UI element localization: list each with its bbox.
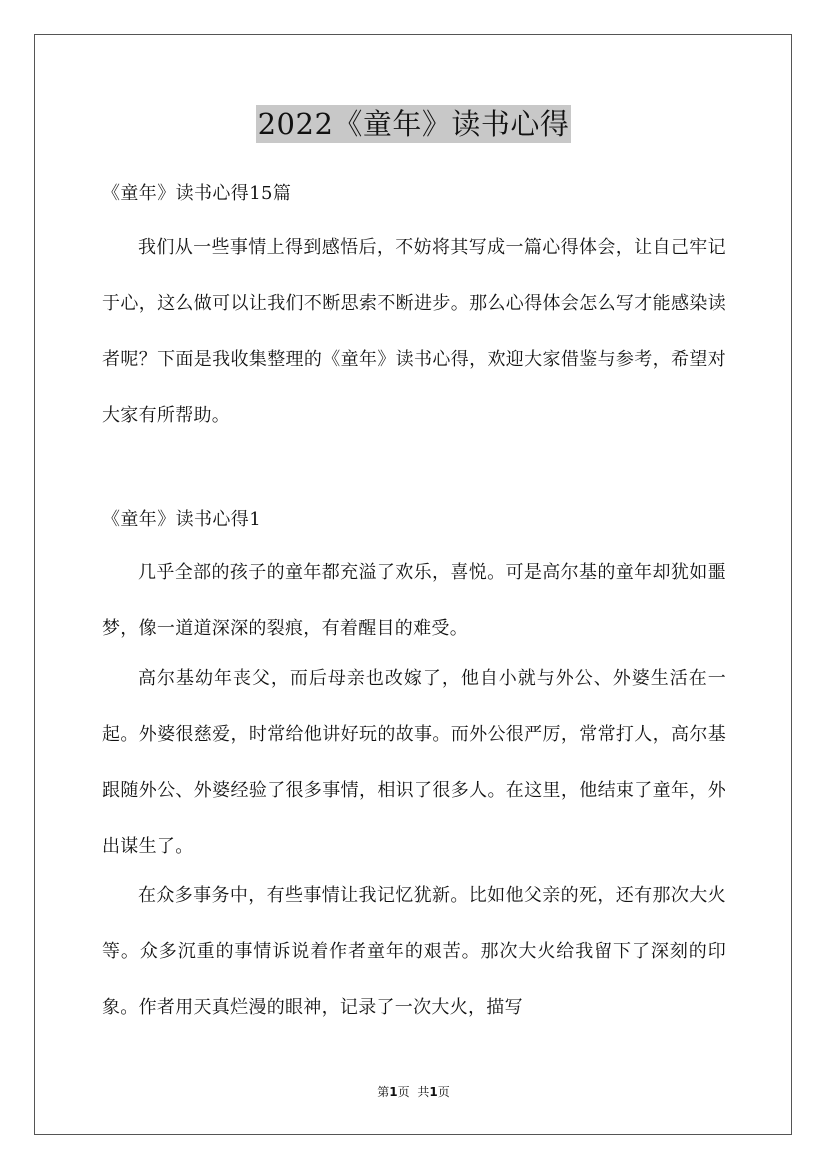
page-number-suffix: 页 [397, 1085, 410, 1099]
page-number-current: 1 [389, 1085, 398, 1099]
page-footer [0, 1084, 827, 1100]
body-paragraph-3: 在众多事务中，有些事情让我记忆犹新。比如他父亲的死，还有那次大火等。众多沉重的事情诉说着作者童年的艰苦。那次大火给我留下了深刻的印象。作者用天真烂漫的眼神，记录了一次大火，描写 [102, 885, 726, 1018]
total-pages-count: 1 [429, 1085, 438, 1099]
document-title-wrapper [0, 104, 827, 143]
page-number-prefix: 第 [377, 1085, 390, 1099]
intro-paragraph: 我们从一些事情上得到感悟后，不妨将其写成一篇心得体会，让自己牢记于心，这么做可以让我们不断思索不断进步。那么心得体会怎么写才能感染读者呢？下面是我收集整理的《童年》读书心得，欢迎大家借鉴与参考，希望对大家有所帮助。 [102, 237, 726, 426]
total-pages-suffix: 页 [437, 1085, 450, 1099]
section-heading: 《童年》读书心得1 [102, 509, 262, 530]
total-pages-prefix: 共 [417, 1085, 430, 1099]
document-subtitle: 《童年》读书心得15篇 [102, 183, 292, 204]
document-title: 2022《童年》读书心得 [257, 107, 570, 141]
body-paragraph-2: 高尔基幼年丧父，而后母亲也改嫁了，他自小就与外公、外婆生活在一起。外婆很慈爱，时常给他讲好玩的故事。而外公很严厉，常常打人，高尔基跟随外公、外婆经验了很多事情，相识了很多人。在这里，他结束了童年，外出谋生了。 [102, 668, 726, 857]
body-paragraph-1: 几乎全部的孩子的童年都充溢了欢乐，喜悦。可是高尔基的童年却犹如噩梦，像一道道深深的裂痕，有着醒目的难受。 [102, 562, 726, 639]
